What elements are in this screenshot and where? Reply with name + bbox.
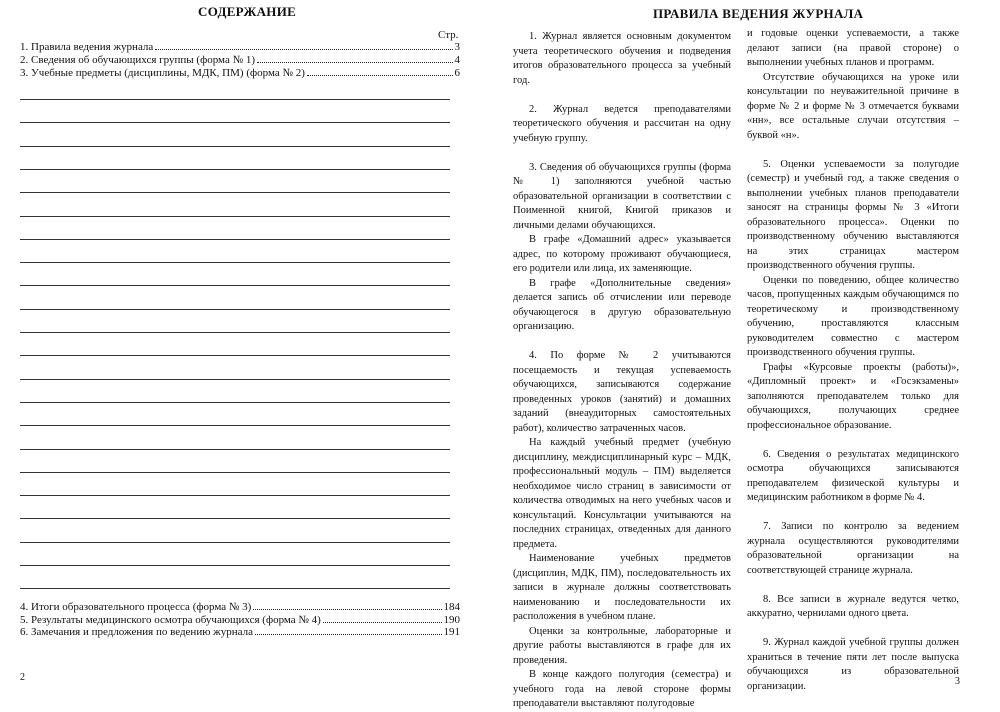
rule-paragraph: 6. Сведения о результатах медицинского осмотра обучающихся записываются преподавателем физической культуры и медицинским работником в форме № 4. <box>747 448 959 503</box>
blank-line <box>20 495 450 496</box>
blank-line <box>20 355 450 356</box>
blank-line <box>20 99 450 100</box>
toc-entry <box>20 626 460 638</box>
toc-leader-dots <box>255 633 441 635</box>
blank-line <box>20 192 450 193</box>
blank-line <box>20 122 450 123</box>
blank-line <box>20 449 450 450</box>
blank-line <box>20 169 450 170</box>
rule-paragraph: В графе «Домашний адрес» указывается адрес, по которому проживают обучающиеся, его родители или лица, их заменяющие. <box>513 234 731 274</box>
blank-line <box>20 588 450 589</box>
text-column-left <box>513 30 731 712</box>
blank-line <box>20 239 450 240</box>
toc-leader-dots <box>155 48 452 50</box>
blank-line <box>20 146 450 147</box>
rule-paragraph: На каждый учебный предмет (учебную дисциплину, междисциплинарный курс – МДК, профессиональный модуль – ПМ) выделяется необходимое число страниц в зависимости от количества отводимых на него учебных часов и консультаций. Консультации учитываются на последних страницах, отведенных для данного предмета. <box>513 437 731 550</box>
rule-paragraph: 3. Сведения об обучающихся группы (форма № 1) заполняются учебной частью образовательной организации в соответствии с Поименной книгой, Книгой приказов и личными делами обучающихся. <box>513 161 731 231</box>
rule-paragraph: Отсутствие обучающихся на уроке или консультации по неуважительной причине в форме № 2 и форме № 3 отмечается буквами «нн», все остальные случаи отсутствия – буквой «н». <box>747 71 959 141</box>
rule-paragraph: 7. Записи по контролю за ведением журнала осуществляются руководителями образовательной организации на соответствующей странице журнала. <box>747 521 959 576</box>
blank-line <box>20 472 450 473</box>
toc-entry-title: 3. Учебные предметы (дисциплины, МДК, ПМ) (форма № 2) <box>20 67 305 79</box>
toc-entry-page: 191 <box>443 626 460 638</box>
toc-entry <box>20 54 460 66</box>
toc-entry-title: 2. Сведения об обучающихся группы (форма № 1) <box>20 54 255 66</box>
toc-leader-dots <box>307 74 453 76</box>
page-number-left: 2 <box>20 672 25 683</box>
rule-paragraph: и годовые оценки успеваемости, а также делают записи (на правой стороне) о выполнении учебных планов и программ. <box>747 28 959 68</box>
toc-entry-page: 190 <box>443 613 460 626</box>
blank-line <box>20 285 450 286</box>
rule-paragraph: 5. Оценки успеваемости за полугодие (семестр) и учебный год, а также сведения о выполнении учебных планов преподаватели заносят на страницы формы № 3 «Итоги образовательного процесса». Оценки по производственному обучению выставляются на этих страницах мастером производственного обучения группы. <box>747 158 959 271</box>
rule-paragraph: 1. Журнал является основным документом учета теоретического обучения и подведения итогов образовательного процесса за учебный год. <box>513 31 731 86</box>
toc-entry-title: 5. Результаты медицинского осмотра обучающихся (форма № 4) <box>20 613 321 626</box>
toc-leader-dots <box>253 608 441 610</box>
toc-entry-title: 1. Правила ведения журнала <box>20 41 154 53</box>
rule-paragraph: 2. Журнал ведется преподавателями теоретического обучения и рассчитан на одну учебную группу. <box>513 103 731 144</box>
toc-entry-page: 3 <box>454 41 460 53</box>
blank-line <box>20 518 450 519</box>
toc-entry-title: 4. Итоги образовательного процесса (форма № 3) <box>20 601 252 613</box>
blank-line <box>20 262 450 263</box>
rule-paragraph: Наименование учебных предметов (дисциплин, МДК, ПМ), последовательность их записи в журнале должны соответствовать наименованию и последовательности их расположения в учебном плане. <box>513 553 731 622</box>
rule-paragraph: 4. По форме № 2 учитываются посещаемость и текущая успеваемость обучающихся, записываются содержание проведенных уроков (занятий) и домашних заданий (внеаудиторных самостоятельных работ), количество затраченных часов. <box>513 350 731 434</box>
text-column-right <box>747 27 959 694</box>
toc-entry-page: 184 <box>443 601 460 613</box>
left-page <box>0 0 480 686</box>
toc-entry-page: 4 <box>454 54 460 66</box>
rule-paragraph: В конце каждого полугодия (семестра) и учебного года на левой стороне формы преподаватели выставляют полугодовые <box>513 669 731 709</box>
toc-entry <box>20 601 460 613</box>
blank-line <box>20 309 450 310</box>
rule-paragraph: В графе «Дополнительные сведения» делается запись об отчислении или переводе обучающегося в другую образовательную организацию. <box>513 277 731 332</box>
toc-entry <box>20 41 460 53</box>
contents-title: СОДЕРЖАНИЕ <box>198 4 297 19</box>
blank-line <box>20 332 450 333</box>
rules-title: ПРАВИЛА ВЕДЕНИЯ ЖУРНАЛА <box>653 6 864 21</box>
toc-entry <box>20 67 460 79</box>
rule-paragraph: Оценки за контрольные, лабораторные и другие работы выставляются в графе для их проведения. <box>513 625 731 666</box>
rule-paragraph: Графы «Курсовые проекты (работы)», «Дипломный проект» и «Госэкзамены» заполняются преподавателем только для обучающихся, получающих среднее профессиональное образование. <box>747 361 959 431</box>
blank-line <box>20 425 450 426</box>
toc-entry-page: 6 <box>454 67 460 79</box>
toc-entry-title: 6. Замечания и предложения по ведению журнала <box>20 626 254 638</box>
rule-paragraph: 8. Все записи в журнале ведутся четко, аккуратно, чернилами одного цвета. <box>747 593 959 619</box>
blank-line <box>20 542 450 543</box>
rule-paragraph: 9. Журнал каждой учебной группы должен храниться в течение пяти лет после выпуска обучающихся из образовательной организации. <box>747 637 959 692</box>
page-number-right: 3 <box>955 676 960 687</box>
toc-leader-dots <box>257 61 453 63</box>
blank-line <box>20 402 450 403</box>
blank-line <box>20 216 450 217</box>
rule-paragraph: Оценки по поведению, общее количество часов, пропущенных каждым обучающимся по теоретическому и производственному обучению, проставляются классным руководителем совместно с мастером производственного обучения группы. <box>747 274 959 358</box>
toc-leader-dots <box>323 621 442 623</box>
blank-line <box>20 379 450 380</box>
toc-entry <box>20 614 460 626</box>
right-page <box>505 0 1000 709</box>
blank-line <box>20 565 450 566</box>
page-column-label: Стр. <box>438 29 459 41</box>
